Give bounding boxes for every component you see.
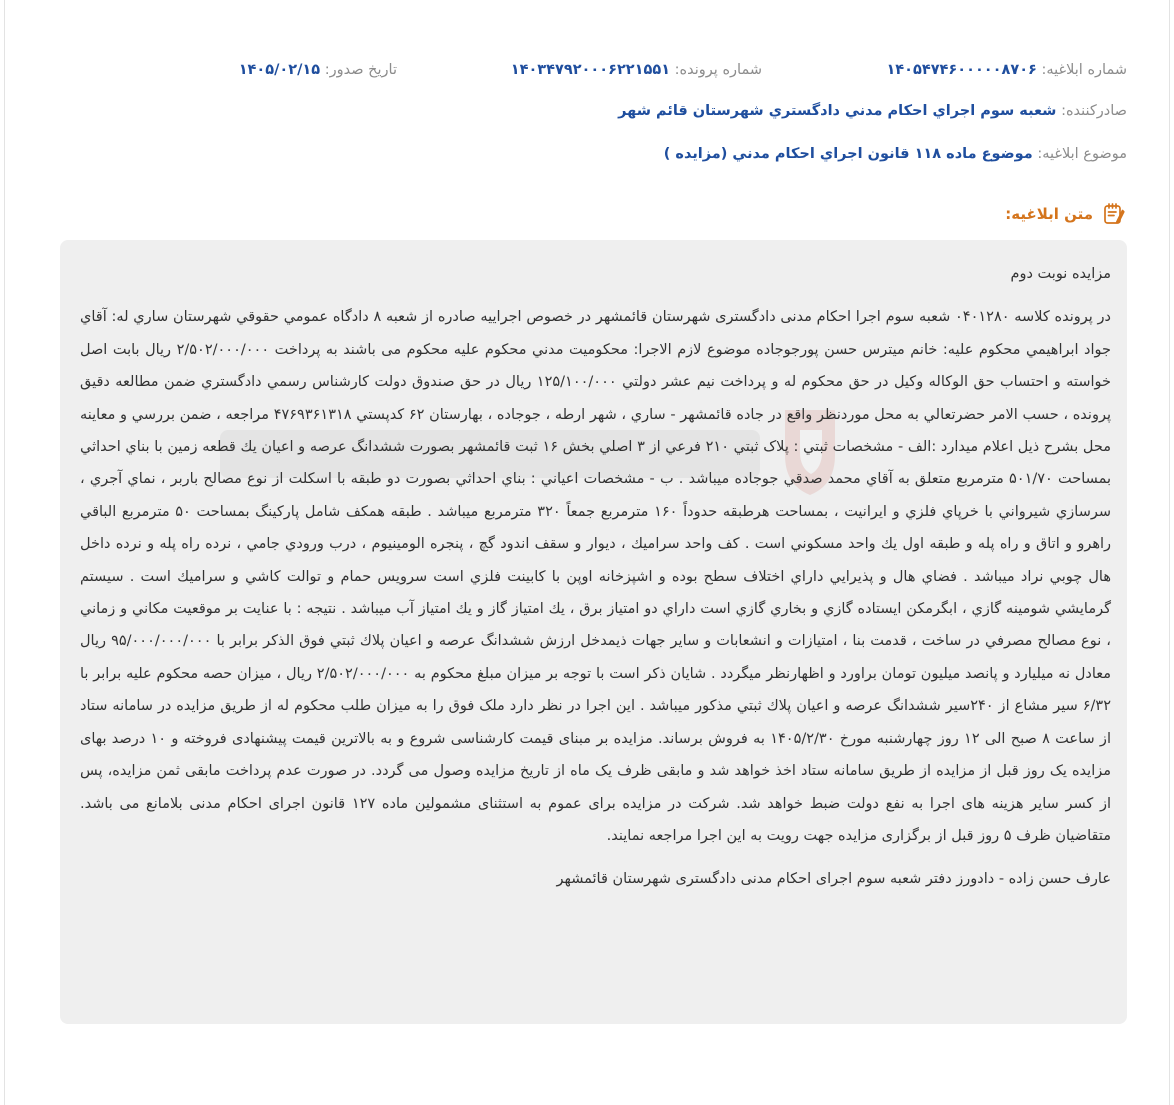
notice-meta-row bbox=[60, 57, 1127, 83]
issuer bbox=[60, 98, 1127, 124]
signature-line: عارف حسن زاده - دادورز دفتر شعبه سوم اجرای احکام مدنی دادگستری شهرستان قائمشهر bbox=[556, 871, 1111, 888]
auction-title: مزایده نوبت دوم bbox=[1010, 266, 1111, 282]
issue-date bbox=[239, 57, 397, 83]
notice-number-label: شماره ابلاغیه: bbox=[1041, 62, 1127, 78]
auction-body: در پرونده کلاسه ۰۴۰۱۲۸۰ شعبه سوم اجرا احکام مدنی دادگستری شهرستان قائمشهر در خصوص اجراییه صادره از شعبه ۸ دادگاه عمومي حقوقي شهرستان ساري له: آقاي جواد ابراهيمي محکوم عليه: خانم ميترس حسن پورجوجاده موضوع لازم الاجرا: محکوميت مدني محکوم عليه محکوم می باشند به پرداخت ۲/۵۰۲/۰۰۰/۰۰۰ ريال بابت اصل خواسته و احتساب حق الوکاله وکيل در حق محکوم له و پرداخت نيم عشر دولتي ۱۲۵/۱۰۰/۰۰۰ ريال در حق صندوق دولت کارشناس رسمي دادگستري ضمن مطالعه دقيق پرونده ، حسب الامر حضرتعالي به محل موردنظر واقع در جاده قائمشهر - ساري ، شهر ارطه ، جوجاده ، بهارستان ۶۲ کدپستي ۴۷۶۹۳۶۱۳۱۸ مراجعه ، ضمن بررسي و معاينه محل بشرح ذيل اعلام ميدارد :الف - مشخصات ثبتي : پلاک ثبتي ۲۱۰ فرعي از ۳ اصلي بخش ۱۶ ثبت قائمشهر بصورت ششدانگ عرصه و اعيان يك قطعه زمين با بناي احداثي بمساحت ۵۰۱/۷۰ مترمربع متعلق به آقاي محمد صدقي جوجاده ميباشد . ب - مشخصات اعياني : بناي احداثي بصورت دو طبقه با اسکلت از نوع مصالح باربر ، نماي آجري ، سرسازي شيرواني با خرپاي فلزي و ايرانيت ، بمساحت هرطبقه حدوداً ۱۶۰ مترمربع جمعاً ۳۲۰ مترمربع ميباشد . طبقه همكف شامل پارکينگ بمساحت ۵۰ مترمربع الباقي راهرو و اتاق و راه پله و طبقه اول يك واحد مسكوني است . کف واحد سراميك ، ديوار و سقف اندود گچ ، پنجره الومينيوم ، درب ورودي جامي ، نرده راه پله و نرده داخل هال چوبي نراد ميباشد . فضاي هال و پذيرايي داراي اختلاف سطح بوده و اشپزخانه اوپن با کابينت فلزي است سرويس حمام و توالت کاشي و سراميك است . سيستم گرمايشي شومينه گازي ، ابگرمکن ايستاده گازي و بخاري گازي است داراي دو امتياز برق ، يك امتياز گاز و يك امتياز آب ميباشد . نتيجه : با عنايت بر موقعيت مکاني و زماني ، نوع مصالح مصرفي در ساخت ، قدمت بنا ، امتيازات و انشعابات و ساير جهات ذيمدخل ارزش ششدانگ عرصه و اعيان پلاك ثبتي فوق الذکر برابر با ۹۵/۰۰۰/۰۰۰/۰۰۰ ريال معادل نه ميليارد و پانصد ميليون تومان براورد و اظهارنظر ميگردد . شايان ذكر است با توجه بر ميزان مبلغ محكوم به ۲/۵۰۲/۰۰۰/۰۰۰ ريال ، ميزان حصه محكوم عليه برابر با ۶/۳۲ سير مشاع از ۲۴۰سير ششدانگ عرصه و اعيان پلاك ثبتي مذكور ميباشد . اين اجرا در نظر دارد ملک فوق را به ميزان طلب محکوم له از طريق مزايده در سامانه ستاد از ساعت ۸ صبح الی ۱۲ روز چهارشنبه مورخ ۱۴۰۵/۲/۳۰ به فروش برساند. مزایده بر مبنای قیمت کارشناسی شروع و به بالاترین قیمت پیشنهادی فروخته و ۱۰ درصد بهای مزایده یک روز قبل از مزایده از طریق سامانه ستاد اخذ خواهد شد و مابقی ظرف یک ماه از تاریخ مزایده وصول می گردد. در صورت عدم پرداخت مابقی ثمن مزایده، پس از کسر سایر هزینه های اجرا به نفع دولت ضبط خواهد شد. شرکت در مزایده برای عموم به استثنای مشمولین ماده ۱۲۷ قانون اجرای احکام مدنی بلامانع می باشد. متقاضیان ظرف ۵ روز قبل از برگزاری مزایده جهت رویت به این اجرا مراجعه نمایند. bbox=[80, 309, 1112, 844]
document-note-icon bbox=[1101, 201, 1127, 227]
case-number-label: شماره پرونده: bbox=[674, 62, 762, 78]
issuer-value: شعبه سوم اجراي احكام مدني دادگستري شهرستان قائم شهر bbox=[618, 103, 1057, 119]
notice-text-heading-label: متن ابلاغیه: bbox=[1005, 205, 1093, 223]
notice-number bbox=[886, 57, 1127, 83]
notice-subject-label: موضوع ابلاغیه: bbox=[1037, 146, 1127, 162]
issuer-label: صادرکننده: bbox=[1061, 103, 1127, 119]
notice-text-heading bbox=[1005, 199, 1127, 229]
case-number-value: ۱۴۰۳۴۷۹۲۰۰۰۶۲۲۱۵۵۱ bbox=[510, 62, 671, 78]
issue-date-label: تاریخ صدور: bbox=[324, 62, 397, 78]
notice-text-box bbox=[60, 240, 1127, 1024]
notice-subject bbox=[60, 141, 1127, 167]
issue-date-value: ۱۴۰۵/۰۲/۱۵ bbox=[238, 62, 321, 78]
case-number bbox=[511, 57, 762, 83]
notice-subject-value: موضوع ماده ۱۱۸ قانون اجراي احكام مدني (مزايده ) bbox=[663, 146, 1033, 162]
notice-number-value: ۱۴۰۵۴۷۴۶۰۰۰۰۰۸۷۰۶ bbox=[886, 62, 1037, 78]
